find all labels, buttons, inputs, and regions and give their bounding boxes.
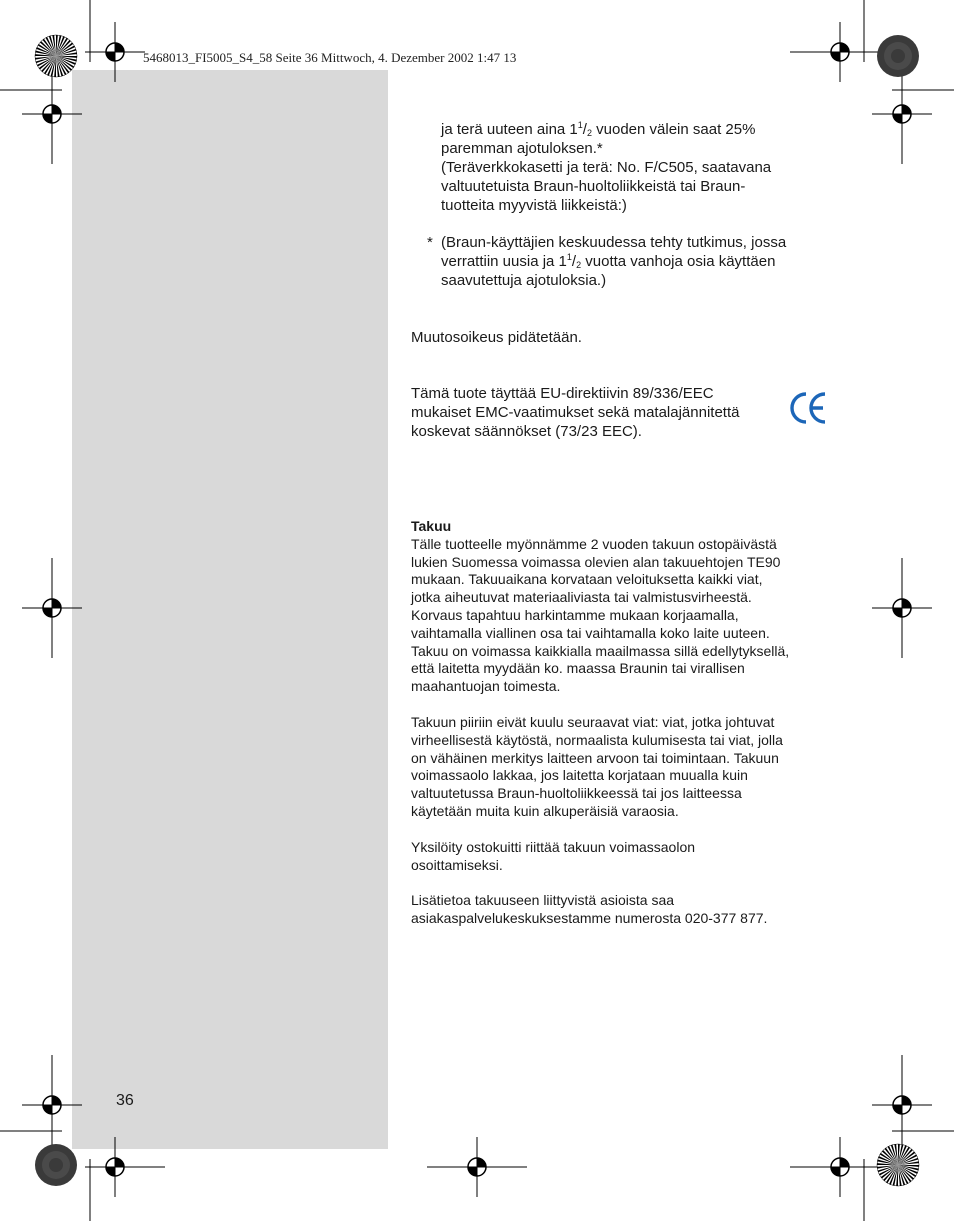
footnote-line: (Braun-käyttäjien keskuudessa tehty tutkimus, jossa xyxy=(441,234,787,251)
fraction-one-half: $^1/_2$ xyxy=(577,120,592,138)
warranty-line: vaihtamalla viallinen osa tai vaihtamalla koko laite uuteen. xyxy=(411,624,770,641)
registration-target-icon xyxy=(85,1137,165,1197)
registration-target-icon xyxy=(22,1055,82,1155)
warranty-line: käytetään muita kuin alkuperäisiä varaosia. xyxy=(411,802,679,819)
intro-line: paremman ajotuloksen.* xyxy=(441,140,603,157)
warranty-line: Tälle tuotteelle myönnämme 2 vuoden takuun ostopäivästä xyxy=(411,535,777,552)
warranty-line: että laitetta myydään ko. maassa Braunin tai virallisen xyxy=(411,660,745,677)
eu-compliance-notice xyxy=(411,384,841,441)
warranty-paragraph-3 xyxy=(411,839,841,875)
warranty-paragraph-1 xyxy=(411,536,841,696)
footnote-line: verrattiin uusia ja $1^1/_2$ vuotta vanhoja osia käyttäen xyxy=(441,252,776,270)
calibration-gray-disc-icon xyxy=(34,1143,78,1187)
warranty-heading: Takuu xyxy=(411,518,452,534)
registration-target-icon xyxy=(85,22,145,82)
warranty-line: on vähäinen merkitys laitteen arvoon tai toimintaan. Takuun xyxy=(411,749,779,766)
registration-target-icon xyxy=(22,558,82,658)
eu-notice-line: Tämä tuote täyttää EU-direktiivin 89/336/EEC xyxy=(411,385,714,402)
warranty-line: osoittamiseksi. xyxy=(411,856,503,873)
warranty-line: jotka aiheutuvat materiaaliviasta tai valmistusvirheestä. xyxy=(411,589,752,606)
warranty-line: Takuu on voimassa kaikkialla maailmassa sillä edellytyksellä, xyxy=(411,642,790,659)
fraction-one-half: $^1/_2$ xyxy=(566,252,582,270)
eu-notice-line: mukaiset EMC-vaatimukset sekä matalajännitettä xyxy=(411,404,740,421)
warranty-line: Yksilöity ostokuitti riittää takuun voimassaolon xyxy=(411,838,696,855)
registration-target-icon xyxy=(872,558,932,658)
warranty-line: asiakaspalvelukeskuksestamme numerosta 020-377 877. xyxy=(411,910,768,927)
warranty-line: Korvaus tapahtuu harkintamme mukaan korjaamalla, xyxy=(411,606,739,623)
intro-line: (Teräverkkokasetti ja terä: No. F/C505, saatavana xyxy=(441,159,772,176)
warranty-section xyxy=(411,518,841,928)
warranty-paragraph-4 xyxy=(411,892,841,928)
page-number: 36 xyxy=(116,1092,134,1109)
warranty-line: lukien Suomessa voimassa olevien alan takuuehtojen TE90 xyxy=(411,553,781,570)
warranty-line: Takuun piiriin eivät kuulu seuraavat viat: viat, jotka johtuvat xyxy=(411,713,775,730)
warranty-paragraph-2 xyxy=(411,714,841,821)
intro-line: valtuutetuista Braun-huoltoliikkeistä tai Braun- xyxy=(441,178,746,195)
registration-target-icon xyxy=(427,1137,527,1197)
calibration-gray-disc-icon xyxy=(876,34,920,78)
warranty-line: Lisätietoa takuuseen liittyvistä asioista saa xyxy=(411,892,675,909)
warranty-line: virheellisestä käytöstä, normaalista kulumisesta tai viat, jolla xyxy=(411,731,783,748)
registration-target-icon xyxy=(872,64,932,164)
footnote xyxy=(427,233,841,290)
calibration-starburst-icon xyxy=(876,1143,920,1187)
intro-line: tuotteita myyvistä liikkeistä:) xyxy=(441,197,627,214)
registration-target-icon xyxy=(790,1137,890,1197)
print-header: 5468013_FI5005_S4_58 Seite 36 Mittwoch, 4. Dezember 2002 1:47 13 xyxy=(143,50,517,65)
warranty-line: maahantuojan toimesta. xyxy=(411,678,561,695)
eu-notice-line: koskevat säännökset (73/23 EEC). xyxy=(411,423,642,440)
ce-mark-icon xyxy=(789,391,829,425)
registration-target-icon xyxy=(22,64,82,164)
calibration-starburst-icon xyxy=(34,34,78,78)
footnote-asterisk: * xyxy=(427,234,433,251)
footnote-line: saavutettuja ajotuloksia.) xyxy=(441,272,607,289)
intro-paragraph xyxy=(441,120,841,215)
warranty-line: valtuutetussa Braun-huoltoliikkeessä tai jos laitteessa xyxy=(411,785,742,802)
warranty-line: voimassaolo lakkaa, jos laitetta korjataan muualla kuin xyxy=(411,767,748,784)
rights-reserved-text: Muutosoikeus pidätetään. xyxy=(411,329,582,346)
warranty-line: mukaan. Takuuaikana korvataan veloituksetta kaikki viat, xyxy=(411,571,763,588)
intro-line: ja terä uuteen aina $1^1/_2$ vuoden välein saat 25% xyxy=(441,120,756,138)
